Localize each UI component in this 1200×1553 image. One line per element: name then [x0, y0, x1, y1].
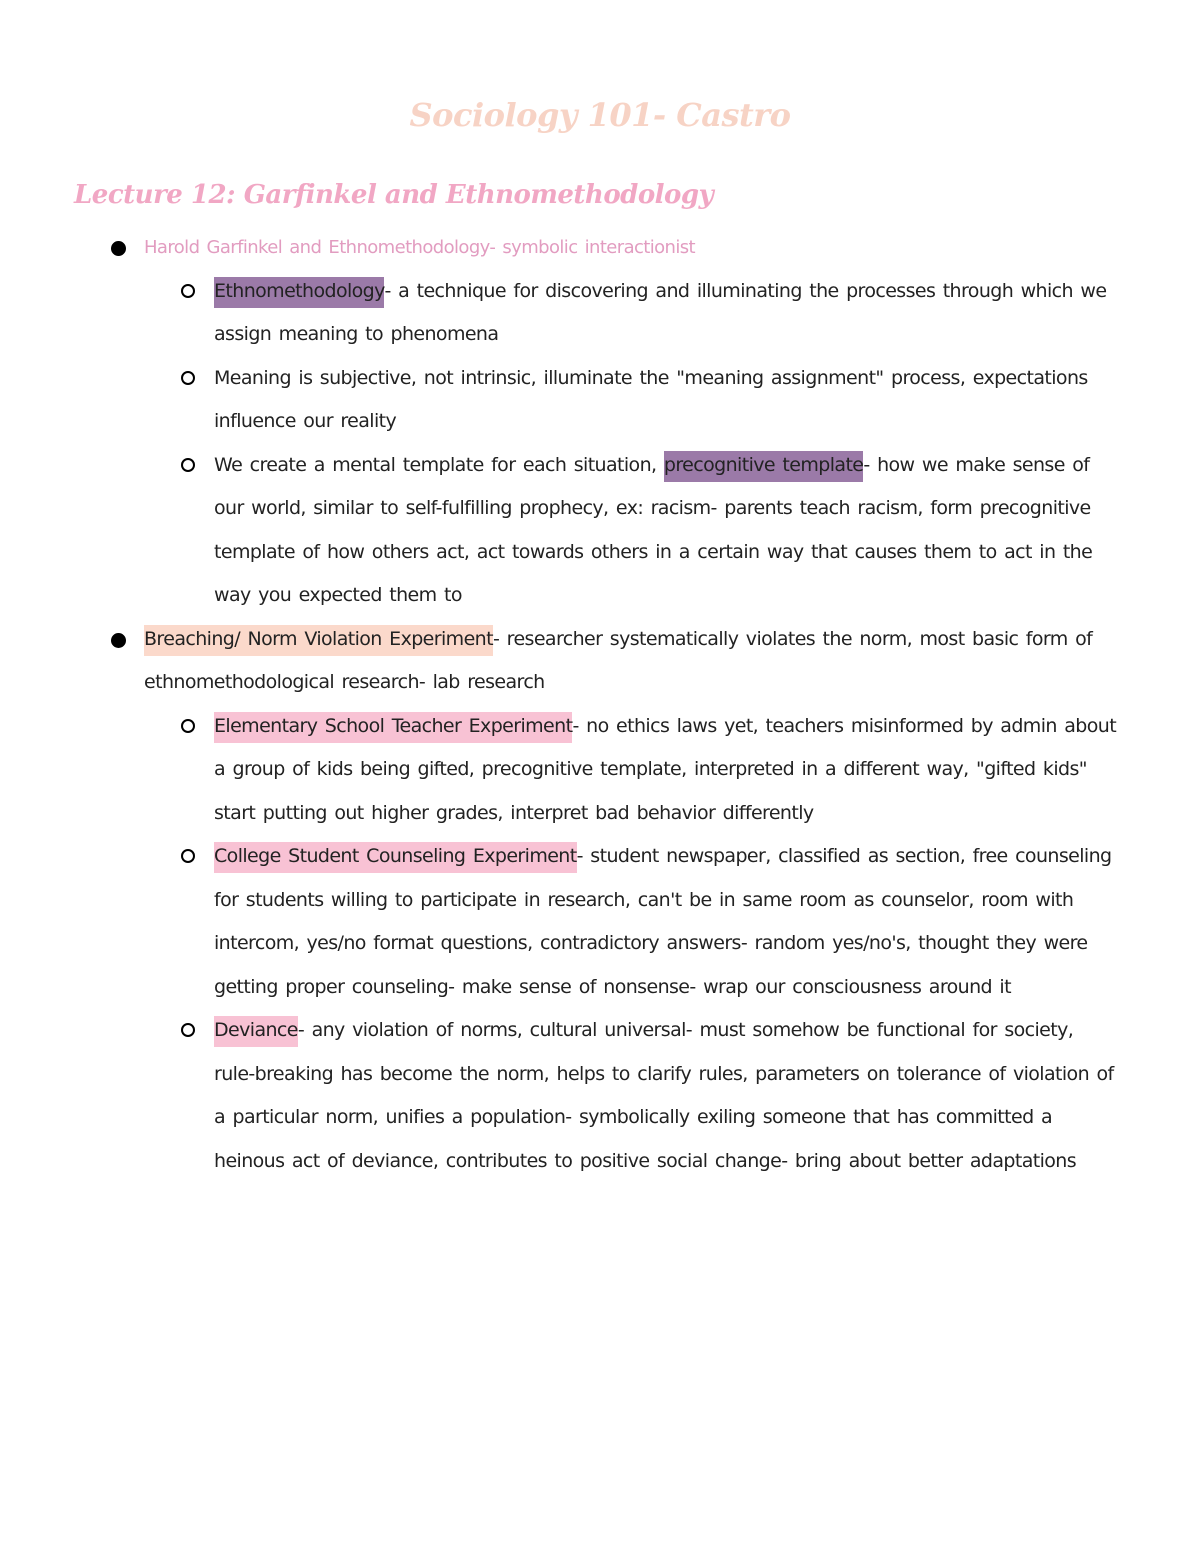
bullet-garfinkel: [0, 226, 1200, 270]
lecture-notes: [0, 226, 1200, 1183]
highlighted-term: precognitive template: [664, 451, 863, 482]
subbullet-text: - no ethics laws yet, teachers misinformed by admin about a group of kids being gifted, precognitive template, interpreted in a different way, "gifted kids" start putting out higher grades, interpret bad behavior differently: [214, 714, 1117, 824]
highlighted-term: Ethnomethodology: [214, 277, 384, 308]
highlighted-term: College Student Counseling Experiment: [214, 842, 577, 873]
hollow-circle-bullet-icon: [181, 719, 195, 733]
subbullet-deviance: [0, 1009, 1200, 1183]
highlighted-term: Breaching/ Norm Violation Experiment: [144, 625, 493, 656]
subbullet-counseling-experiment: [0, 835, 1200, 1009]
highlighted-term: Elementary School Teacher Experiment: [214, 712, 572, 743]
subbullet-meaning: [0, 357, 1200, 444]
subbullet-lead-text: We create a mental template for each situation,: [214, 453, 664, 476]
lecture-title: Lecture 12: Garfinkel and Ethnomethodology: [74, 180, 714, 210]
bullet-text: Harold Garfinkel and Ethnomethodology- symbolic interactionist: [144, 237, 696, 258]
subbullet-text: - any violation of norms, cultural universal- must somehow be functional for society, rule-breaking has become the norm, helps to clarify rules, parameters on tolerance of violation of a particular norm, unifies a population- symbolically exiling someone that has committed a heinous act of deviance, contributes to positive social change- bring about better adaptations: [214, 1019, 1114, 1172]
subbullet-ethnomethodology: [0, 270, 1200, 357]
hollow-circle-bullet-icon: [181, 1023, 195, 1037]
subbullet-precognitive-template: [0, 444, 1200, 618]
subbullet-teacher-experiment: [0, 705, 1200, 836]
hollow-circle-bullet-icon: [181, 284, 195, 298]
bullet-breaching-experiment: [0, 618, 1200, 705]
highlighted-term: Deviance: [214, 1016, 298, 1047]
subbullet-text: - how we make sense of our world, similar to self-fulfilling prophecy, ex: racism- parents teach racism, form precognitive template of how others act, act towards others in a certain way that causes them to act in the way you expected them to: [214, 453, 1093, 606]
course-title: Sociology 101- Castro: [409, 96, 791, 134]
bullet-text: - researcher systematically violates the norm, most basic form of ethnomethodological research- lab research: [144, 627, 1093, 693]
hollow-circle-bullet-icon: [181, 458, 195, 472]
subbullet-text: - a technique for discovering and illuminating the processes through which we assign meaning to phenomena: [214, 279, 1107, 345]
filled-circle-bullet-icon: [111, 241, 126, 256]
hollow-circle-bullet-icon: [181, 371, 195, 385]
hollow-circle-bullet-icon: [181, 849, 195, 863]
subbullet-text: Meaning is subjective, not intrinsic, illuminate the "meaning assignment" process, expectations influence our reality: [214, 366, 1088, 432]
subbullet-text: - student newspaper, classified as section, free counseling for students willing to participate in research, can't be in same room as counselor, room with intercom, yes/no format questions, contradictory answers- random yes/no's, thought they were getting proper counseling- make sense of nonsense- wrap our consciousness around it: [214, 845, 1112, 998]
filled-circle-bullet-icon: [111, 633, 126, 648]
